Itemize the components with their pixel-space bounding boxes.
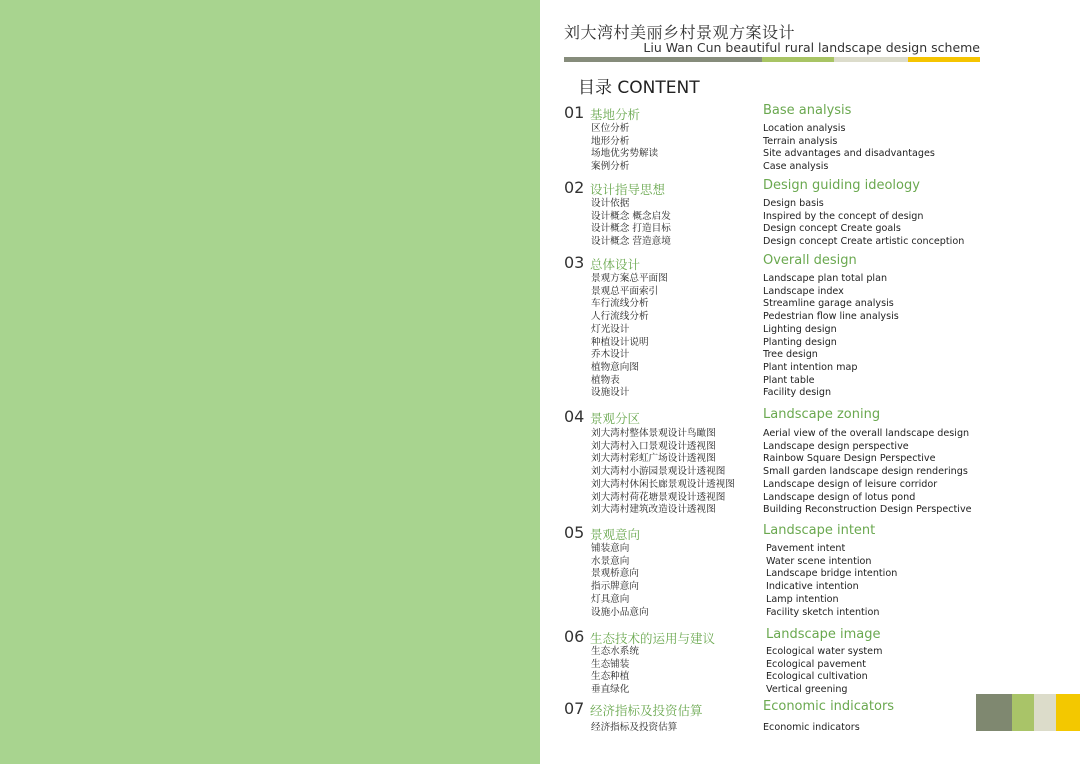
section-items-en [763, 198, 964, 249]
swatch [976, 694, 1012, 731]
toc-item-cn: 场地优劣势解读 [591, 148, 659, 160]
toc-item-en: Pedestrian flow line analysis [763, 311, 899, 323]
toc-item-cn: 设施设计 [591, 387, 630, 399]
toc-title: 目录 CONTENT [578, 78, 700, 98]
toc-item-en: Lighting design [763, 323, 837, 335]
toc-item-en: Aerial view of the overall landscape design [763, 428, 970, 439]
section-items-en [763, 123, 935, 174]
toc-item-en: Design concept Create goals [763, 223, 901, 235]
document-title-en: Liu Wan Cun beautiful rural landscape design scheme [643, 40, 980, 55]
toc-item-cn: 景观桥意向 [591, 568, 639, 580]
toc-item-cn: 刘大湾村荷花塘景观设计透视图 [591, 491, 726, 503]
toc-item-en: Ecological pavement [766, 658, 867, 670]
section-title-cn: 生态技术的运用与建议 [590, 631, 716, 646]
toc-item-cn: 刘大湾村彩虹广场设计透视图 [591, 453, 716, 465]
toc-item-en: Economic indicators [763, 722, 860, 733]
section-number: 06 [564, 627, 585, 646]
toc-item-en: Landscape design perspective [763, 440, 909, 452]
toc-item-en: Landscape design of leisure corridor [763, 478, 938, 490]
section-number: 02 [564, 178, 585, 197]
toc-item-en: Case analysis [763, 161, 829, 173]
header-bar-segment [564, 57, 762, 62]
section-items-en [763, 273, 899, 400]
section-title-cn: 总体设计 [590, 257, 641, 272]
header-bar-segment [908, 57, 980, 62]
toc-item-en: Small garden landscape design renderings [763, 466, 968, 478]
toc-item-en: Landscape bridge intention [766, 568, 898, 580]
toc-item-cn: 景观总平面索引 [591, 285, 659, 297]
section-items-cn [591, 273, 668, 400]
swatch [1034, 694, 1056, 731]
toc-item-en: Pavement intent [766, 543, 846, 554]
section-items-cn [591, 543, 649, 619]
toc-item-cn: 铺装意向 [591, 543, 630, 554]
toc-item-en: Building Reconstruction Design Perspective [763, 504, 972, 516]
header-bar-segment [762, 57, 834, 62]
toc-item-cn: 设计依据 [591, 198, 630, 209]
toc-item-cn: 刘大湾村建筑改造设计透视图 [591, 504, 716, 516]
toc-item-cn: 刘大湾村休闲长廊景观设计透视图 [591, 478, 735, 490]
toc-item-cn: 景观方案总平面图 [591, 273, 668, 284]
toc-item-en: Lamp intention [766, 593, 839, 605]
toc-item-cn: 设计概念 打造目标 [591, 223, 671, 235]
section-title-en: Landscape intent [763, 523, 876, 538]
toc-item-en: Landscape design of lotus pond [763, 491, 916, 503]
toc-item-cn: 垂直绿化 [591, 684, 630, 696]
toc-item-cn: 生态水系统 [591, 646, 639, 657]
toc-item-en: Indicative intention [766, 581, 859, 593]
toc-item-en: Water scene intention [766, 555, 872, 567]
section-title-cn: 设计指导思想 [590, 182, 666, 197]
toc-item-cn: 刘大湾村整体景观设计鸟瞰图 [591, 428, 716, 439]
toc-item-cn: 生态种植 [591, 671, 630, 683]
section-items-en [763, 722, 860, 735]
section-items-cn [591, 428, 735, 517]
section-title-en: Design guiding ideology [763, 178, 920, 193]
toc-item-cn: 水景意向 [591, 555, 630, 567]
toc-item-en: Plant intention map [763, 361, 858, 373]
toc-item-cn: 人行流线分析 [591, 311, 649, 323]
toc-item-cn: 设施小品意向 [591, 606, 649, 618]
toc-item-en: Ecological cultivation [766, 671, 868, 683]
toc-item-cn: 灯具意向 [591, 593, 630, 605]
toc-item-cn: 设计概念 营造意境 [591, 236, 671, 248]
toc-item-en: Landscape plan total plan [763, 273, 888, 284]
toc-item-cn: 区位分析 [591, 123, 630, 134]
color-swatches [976, 694, 1080, 731]
toc-item-cn: 案例分析 [591, 161, 630, 173]
toc-item-cn: 地形分析 [591, 135, 630, 147]
toc-item-en: Design concept Create artistic conception [763, 236, 965, 248]
section-number: 05 [564, 523, 585, 542]
toc-item-en: Tree design [763, 349, 818, 361]
toc-item-en: Ecological water system [766, 646, 883, 657]
section-items-en [763, 428, 972, 517]
toc-item-en: Streamline garage analysis [763, 298, 894, 310]
toc-item-cn: 刘大湾村入口景观设计透视图 [591, 440, 716, 452]
toc-item-en: Plant table [763, 374, 815, 386]
section-title-en: Landscape zoning [763, 407, 881, 422]
toc-item-cn: 设计概念 概念启发 [591, 210, 671, 222]
section-items-en [766, 646, 882, 697]
toc-item-en: Terrain analysis [763, 135, 838, 147]
document-title-cn: 刘大湾村美丽乡村景观方案设计 [564, 23, 796, 42]
section-title-cn: 景观意向 [590, 527, 641, 542]
swatch [1056, 694, 1080, 731]
toc-item-cn: 车行流线分析 [591, 298, 649, 310]
toc-item-cn: 植物意向图 [591, 361, 639, 373]
toc-item-en: Landscape index [763, 285, 844, 297]
section-number: 01 [564, 103, 585, 122]
section-title-cn: 经济指标及投资估算 [590, 703, 703, 718]
section-title-cn: 景观分区 [590, 411, 641, 426]
section-title-en: Overall design [763, 253, 857, 268]
toc-item-en: Site advantages and disadvantages [763, 148, 935, 160]
section-title-en: Base analysis [763, 103, 852, 118]
section-items-cn [591, 123, 658, 174]
toc-item-cn: 生态铺装 [591, 658, 630, 670]
section-items-en [766, 543, 897, 619]
toc-item-en: Rainbow Square Design Perspective [763, 453, 936, 465]
section-title-cn: 基地分析 [590, 107, 641, 122]
section-items-cn [591, 646, 639, 697]
toc-item-cn: 灯光设计 [591, 323, 630, 335]
toc-item-en: Planting design [763, 336, 837, 348]
toc-item-cn: 经济指标及投资估算 [591, 722, 678, 733]
section-number: 03 [564, 253, 585, 272]
toc-item-cn: 乔木设计 [591, 349, 630, 361]
header-bar-segment [834, 57, 908, 62]
toc-item-en: Facility design [763, 387, 832, 399]
header-color-bar [564, 57, 980, 62]
section-title-en: Economic indicators [763, 699, 895, 714]
toc-item-cn: 植物表 [591, 374, 620, 386]
toc-item-en: Design basis [763, 198, 824, 209]
section-items-cn [591, 198, 671, 249]
section-number: 04 [564, 407, 585, 426]
toc-item-en: Location analysis [763, 123, 846, 134]
toc-item-en: Vertical greening [766, 684, 848, 696]
swatch [1012, 694, 1034, 731]
toc-item-en: Facility sketch intention [766, 606, 880, 618]
section-items-cn [591, 722, 677, 735]
toc-item-cn: 指示牌意向 [591, 581, 639, 593]
toc-item-en: Inspired by the concept of design [763, 210, 924, 222]
toc-item-cn: 刘大湾村小游园景观设计透视图 [591, 466, 726, 478]
section-title-en: Landscape image [766, 627, 881, 642]
toc-item-cn: 种植设计说明 [591, 336, 649, 348]
section-number: 07 [564, 699, 585, 718]
